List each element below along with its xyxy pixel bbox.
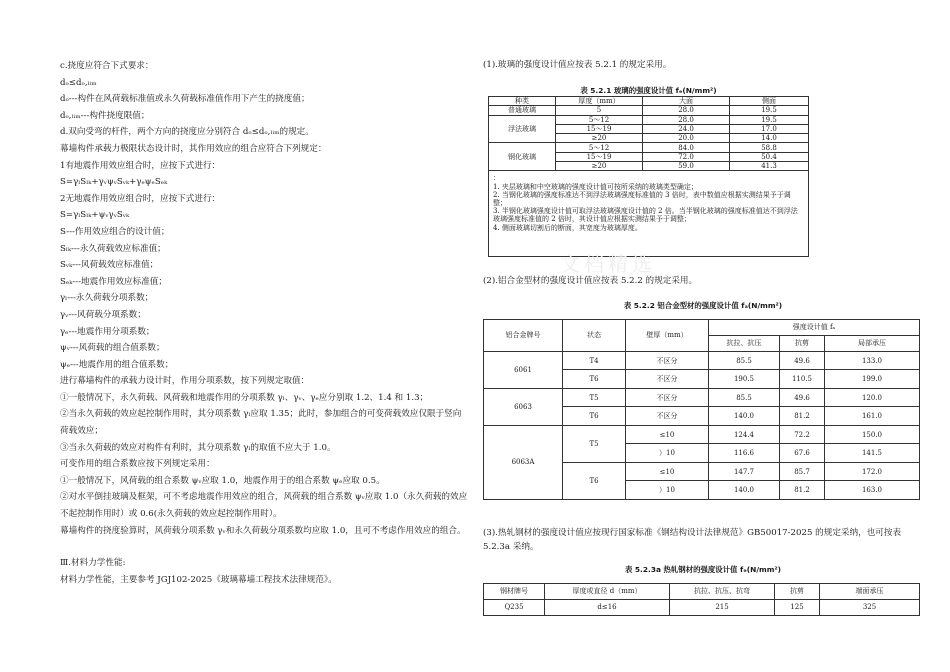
- table-header: 侧面: [730, 97, 809, 106]
- text-line: dₒ≤dₒ,ₗᵢₘ: [60, 77, 97, 88]
- text-line: Sₗₖ---永久荷载效应标准值；: [60, 243, 166, 254]
- table-cell: 190.5: [709, 370, 780, 389]
- table-cell: 116.6: [709, 444, 780, 463]
- table-cell: 81.2: [780, 481, 825, 500]
- text-line: 幕墙构件承载力极限状态设计时，其作用效应的组合应符合下列规定：: [60, 143, 327, 154]
- text-line: ①一般情况下，风荷载的组合系数 ψᵥ应取 1.0，地震作用于的组合系数 ψₑ应取 0.5。: [60, 475, 385, 486]
- table-cell: 不区分: [626, 370, 709, 389]
- text-line: γᵥ---风荷载分项系数；: [60, 309, 146, 320]
- table-title: 表 5.2.1 玻璃的强度设计值 fₑ(N/mm²): [580, 86, 717, 95]
- table-cell: ）10: [626, 481, 709, 500]
- formula-line: S=γₗSₗₖ+γᵥψᵥSᵥₖ+γₑψₑSₑₖ: [60, 177, 168, 188]
- table-header: 厚度或直径 d（mm）: [545, 583, 670, 599]
- table-header: 钢材牌号: [484, 583, 545, 599]
- table-cell: 150.0: [825, 425, 920, 444]
- table-header: 抗剪: [775, 583, 820, 599]
- table-cell: 172.0: [825, 462, 920, 481]
- text-paragraph: 幕墙构件的挠度验算时，风荷载分项系数 γᵥ和永久荷载分项系数均应取 1.0，且可不考虑作用效应的组合。: [60, 525, 466, 536]
- table-cell: 85.7: [780, 462, 825, 481]
- note-line: 4. 侧面玻璃切割后的断面，其宽度为玻璃厚度。: [493, 223, 642, 232]
- table-cell: ≤10: [626, 462, 709, 481]
- table-row: [484, 599, 920, 615]
- text-line: S---作用效应组合的设计值；: [60, 226, 170, 237]
- paragraph-steel: (3).热轧钢材的强度设计值应按现行国家标准《钢结构设计法律规范》GB50017-2025 的规定采纳，也可按表 5.2.3a 采纳。: [483, 527, 902, 552]
- table-header: 强度设计值 fₐ: [709, 319, 920, 335]
- left-column: [60, 58, 468, 588]
- steel-strength-table: [483, 583, 920, 616]
- text-line: 材料力学性能，主要参考 JGJ102-2025《玻璃幕墙工程技术法律规范》。: [60, 574, 337, 585]
- table-cell: 81.2: [780, 407, 825, 426]
- text-line: Sₑₖ---地震作用效应标准值；: [60, 276, 167, 287]
- table-cell: 147.7: [709, 462, 780, 481]
- table-cell: 5～12: [556, 143, 643, 152]
- text-paragraph: ②当永久荷载的效应起控制作用时，其分项系数 γₗ应取 1.35；此时，参加组合的可变荷载效应仅限于竖向荷载效应；: [60, 409, 462, 437]
- note-line: 1. 夹层玻璃和中空玻璃的强度设计值可按所采纳的玻璃类型确定；: [493, 182, 698, 191]
- table-cell: d≤16: [545, 599, 670, 615]
- table-cell: 20.0: [643, 134, 730, 143]
- table-cell: 5: [556, 106, 643, 115]
- table-cell: T4: [563, 351, 626, 370]
- text-line: Sᵥₖ---风荷载效应标准值；: [60, 260, 159, 271]
- table-cell: 72.2: [780, 425, 825, 444]
- text-line: c.挠度应符合下式要求：: [60, 61, 154, 71]
- table-header: 铝合金牌号: [484, 319, 563, 351]
- glass-strength-table: [488, 96, 809, 257]
- table-cell: 84.0: [643, 143, 730, 152]
- table-cell: ≥20: [556, 162, 643, 171]
- table-cell: 不区分: [626, 388, 709, 407]
- table-cell: 325: [820, 599, 920, 615]
- table-cell: 59.0: [643, 162, 730, 171]
- table-cell: 161.0: [825, 407, 920, 426]
- text-line: ψₑ---地震作用的组合值系数；: [60, 359, 174, 370]
- table-cell: 141.5: [825, 444, 920, 463]
- table-cell: T6: [563, 370, 626, 389]
- table-cell: Q235: [484, 599, 545, 615]
- table-cell: T5: [563, 388, 626, 407]
- table-cell: 50.4: [730, 152, 809, 161]
- watermark: 文档精选: [560, 252, 656, 276]
- table-cell: ）10: [626, 444, 709, 463]
- table-cell: 49.6: [780, 388, 825, 407]
- table-cell: 215: [670, 599, 775, 615]
- table-cell: 5～12: [556, 115, 643, 124]
- table-notes: [489, 171, 809, 256]
- table-header: 状态: [563, 319, 626, 351]
- text-line: d.双向受弯的杆件，两个方向的挠度应分别符合 dₒ≤dₒ,ₗᵢₘ的规定。: [60, 127, 314, 138]
- table-cell: 14.0: [730, 134, 809, 143]
- text-line: ψᵥ---风荷载的组合值系数；: [60, 343, 165, 354]
- table-row: [489, 106, 809, 115]
- table-header: 厚度（mm）: [556, 97, 643, 106]
- text-line: dₒ---构件在风荷载标准值或永久荷载标准值作用下产生的挠度值；: [60, 94, 310, 105]
- paragraph-aluminum: (2).铝合金型材的强度设计值应按表 5.2.2 的规定采用。: [483, 275, 698, 286]
- table-cell: 浮法玻璃: [489, 115, 556, 143]
- section-heading: Ⅲ.材料力学性能:: [60, 558, 126, 569]
- table-cell: 41.3: [730, 162, 809, 171]
- table-cell: ≥20: [556, 134, 643, 143]
- text-line: ③当永久荷载的效应对构件有利时，其分项系数 γₗ的取值不应大于 1.0。: [60, 442, 336, 453]
- text-line: γₗ---永久荷载分项系数；: [60, 293, 154, 304]
- table-cell: 124.4: [709, 425, 780, 444]
- table-cell: T5: [563, 425, 626, 462]
- note-line: 2. 当钢化玻璃的强度标准达不到浮法玻璃强度标准值的 3 倍时，表中数值应根据实测结果予于调整；: [493, 190, 791, 207]
- table-title: 表 5.2.3a 热轧钢材的强度设计值 fₔ(N/mm²): [624, 564, 782, 574]
- table-cell: ≤10: [626, 425, 709, 444]
- table-cell: 133.0: [825, 351, 920, 370]
- note-line: ：: [493, 174, 500, 183]
- table-cell: 普通玻璃: [489, 106, 556, 115]
- text-line: 2无地震作用效应组合时，应按下式进行：: [60, 193, 221, 204]
- table-header: 抗拉、抗压: [709, 335, 780, 351]
- table-cell: 不区分: [626, 407, 709, 426]
- table-cell: 163.0: [825, 481, 920, 500]
- table-row: [484, 388, 920, 407]
- aluminum-strength-table: [483, 319, 920, 500]
- table-cell: 6063: [484, 388, 563, 425]
- table-row: [484, 425, 920, 444]
- table-cell: 15～19: [556, 152, 643, 161]
- table-row: [489, 143, 809, 152]
- table-cell: T6: [563, 407, 626, 426]
- table-header: 局部承压: [825, 335, 920, 351]
- table-row: [484, 351, 920, 370]
- table-cell: 15～19: [556, 124, 643, 133]
- table-cell: 85.5: [709, 351, 780, 370]
- text-paragraph: ②对水平倒挂玻璃及框架，可不考虑地震作用效应的组合，风荷载的组合系数 ψᵥ应取 1.0（永久荷载的效应不起控制作用时）或 0.6(永久荷载的效应起控制作用时）。: [60, 492, 468, 520]
- table-cell: 17.0: [730, 124, 809, 133]
- table-cell: 6061: [484, 351, 563, 388]
- table-header: 端面承压: [820, 583, 920, 599]
- table-cell: 110.5: [780, 370, 825, 389]
- table-cell: 24.0: [643, 124, 730, 133]
- table-cell: 72.0: [643, 152, 730, 161]
- text-line: 进行幕墙构件的承载力设计时，作用分项系数，按下列规定取值：: [60, 376, 310, 387]
- table-row: [489, 115, 809, 124]
- text-line: γₑ---地震作用分项系数；: [60, 326, 155, 337]
- table-header: 种类: [489, 97, 556, 106]
- table-header: 抗拉、抗压、抗弯: [670, 583, 775, 599]
- table-cell: 140.0: [709, 407, 780, 426]
- table-cell: 19.5: [730, 115, 809, 124]
- table-cell: 19.5: [730, 106, 809, 115]
- table-cell: 49.6: [780, 351, 825, 370]
- table-cell: 125: [775, 599, 820, 615]
- table-cell: 140.0: [709, 481, 780, 500]
- table-cell: 85.5: [709, 388, 780, 407]
- note-line: 3. 半钢化玻璃强度设计值可取浮法玻璃强度设计值的 2 倍。当半钢化玻璃的强度标准值达不到浮法玻璃强度标准值的 2 倍时，其设计值应根据实测结果予于调整；: [493, 207, 798, 224]
- table-cell: 钢化玻璃: [489, 143, 556, 171]
- table-cell: 不区分: [626, 351, 709, 370]
- table-cell: T6: [563, 462, 626, 499]
- table-cell: 6063A: [484, 425, 563, 499]
- table-header: 抗剪: [780, 335, 825, 351]
- paragraph-glass: (1).玻璃的强度设计值应按表 5.2.1 的规定采用。: [483, 60, 672, 70]
- table-cell: 199.0: [825, 370, 920, 389]
- table-cell: 120.0: [825, 388, 920, 407]
- text-line: 可变作用的组合系数应按下列规定采用：: [60, 459, 215, 470]
- formula-line: S=γₗSₗₖ+ψᵥγᵥSᵥₖ: [60, 210, 130, 221]
- text-line: dₒ,ₗᵢₘ---构件挠度限值；: [60, 110, 150, 121]
- table-cell: 67.6: [780, 444, 825, 463]
- text-paragraph: ①一般情况下，永久荷载、风荷载和地震作用的分项系数 γₗ、γᵥ、γₑ应分别取 1.2、1.4 和 1.3；: [60, 392, 429, 403]
- table-title: 表 5.2.2 铝合金型材的强度设计值 fₐ(N/mm²): [623, 300, 783, 310]
- table-cell: 28.0: [643, 115, 730, 124]
- text-line: 1有地震作用效应组合时，应按下式进行：: [60, 160, 221, 171]
- table-cell: 28.0: [643, 106, 730, 115]
- table-notes-row: [489, 171, 809, 256]
- right-column: [483, 58, 923, 616]
- table-cell: 58.8: [730, 143, 809, 152]
- table-header: 壁厚（mm）: [626, 319, 709, 351]
- table-header: 大面: [643, 97, 730, 106]
